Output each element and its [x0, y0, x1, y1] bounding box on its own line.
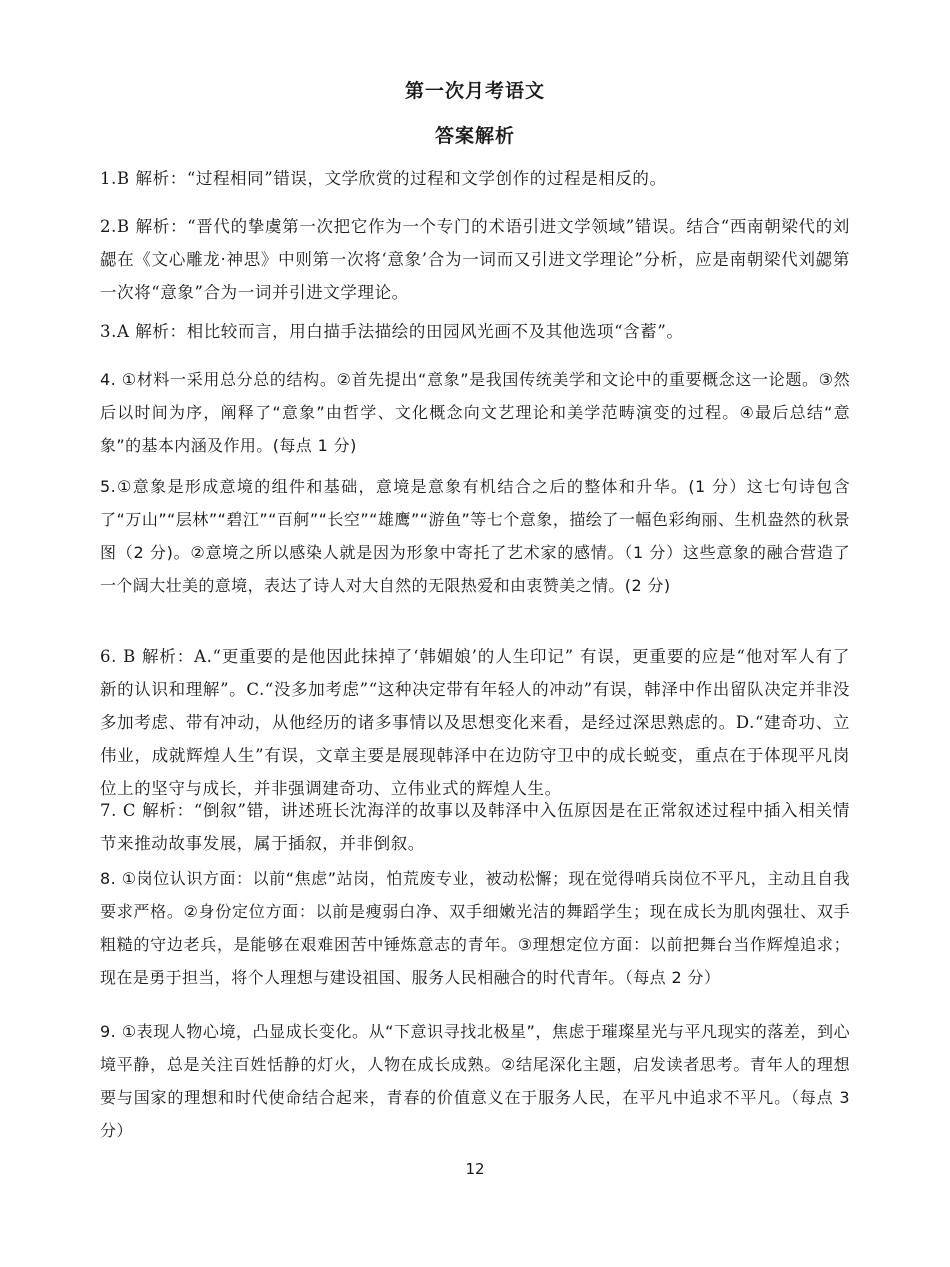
- page-subtitle: 答案解析: [434, 125, 515, 147]
- answer-4: 4. ①材料一采用总分总的结构。②首先提出“意象”是我国传统美学和文论中的重要概念这一论题。③然后以时间为序，阐释了“意象”由哲学、文化概念向文艺理论和美学范畴演变的过程。④最后总结“意象”的基本内涵及作用。(每点 1 分): [100, 370, 850, 455]
- answer-8: 8. ①岗位认识方面：以前“焦虑”站岗，怕荒废专业，被动松懈；现在觉得哨兵岗位不平凡，主动且自我要求严格。②身份定位方面：以前是瘦弱白净、双手细嫩光洁的舞蹈学生；现在成长为肌肉强壮、双手粗糙的守边老兵，是能够在艰难困苦中锤炼意志的青年。③理想定位方面：以前把舞台当作辉煌追求；现在是勇于担当，将个人理想与建设祖国、服务人民相融合的时代青年。（每点 2 分）: [100, 869, 850, 987]
- page-title: 第一次月考语文: [404, 80, 545, 102]
- answer-3: 3.A 解析：相比较而言，用白描手法描绘的田园风光画不及其他选项“含蓄”。: [100, 322, 684, 341]
- answer-7: 7. C 解析：“倒叙”错，讲述班长沈海洋的故事以及韩泽中入伍原因是在正常叙述过程中插入相关情节来推动故事发展，属于插叙，并非倒叙。: [100, 801, 850, 853]
- answer-6: 6. B 解析：A.“更重要的是他因此抹掉了‘韩媚娘’的人生印记” 有误，更重要的应是“他对军人有了新的认识和理解”。C.“没多加考虑”“这种决定带有年轻人的冲动”有误，韩泽中作出留队决定并非没多加考虑、带有冲动，从他经历的诸多事情以及思想变化来看，是经过深思熟虑的。D.“建奇功、立伟业，成就辉煌人生”有误，文章主要是展现韩泽中在边防守卫中的成长蜕变，重点在于体现平凡岗位上的坚守与成长，并非强调建奇功、立伟业式的辉煌人生。: [100, 647, 850, 798]
- answer-9: 9. ①表现人物心境，凸显成长变化。从“下意识寻找北极星”，焦虑于璀璨星光与平凡现实的落差，到心境平静，总是关注百姓恬静的灯火，人物在成长成熟。②结尾深化主题，启发读者思考。青年人的理想要与国家的理想和时代使命结合起来，青春的价值意义在于服务人民，在平凡中追求不平凡。（每点 3 分）: [100, 1022, 850, 1140]
- answer-5: 5.①意象是形成意境的组件和基础，意境是意象有机结合之后的整体和升华。(1 分）这七句诗包含了“万山”“层林”“碧江”“百舸”“长空”“雄鹰”“游鱼”等七个意象，描绘了一幅色彩绚丽、生机盎然的秋景图（2 分)。②意境之所以感染人就是因为形象中寄托了艺术家的感情。（1 分）这些意象的融合营造了一个阔大壮美的意境，表达了诗人对大自然的无限热爱和由衷赞美之情。(2 分): [100, 477, 850, 595]
- answer-1: 1.B 解析：“过程相同”错误，文学欣赏的过程和文学创作的过程是相反的。: [100, 169, 667, 188]
- page-number: 12: [465, 1160, 485, 1178]
- answer-2: 2.B 解析：“晋代的挚虞第一次把它作为一个专门的术语引进文学领域”错误。结合“西南朝梁代的刘勰在《文心雕龙·神思》中则第一次将‘意象’合为一词而又引进文学理论”分析，应是南朝梁代刘勰第一次将“意象”合为一词并引进文学理论。: [100, 217, 850, 302]
